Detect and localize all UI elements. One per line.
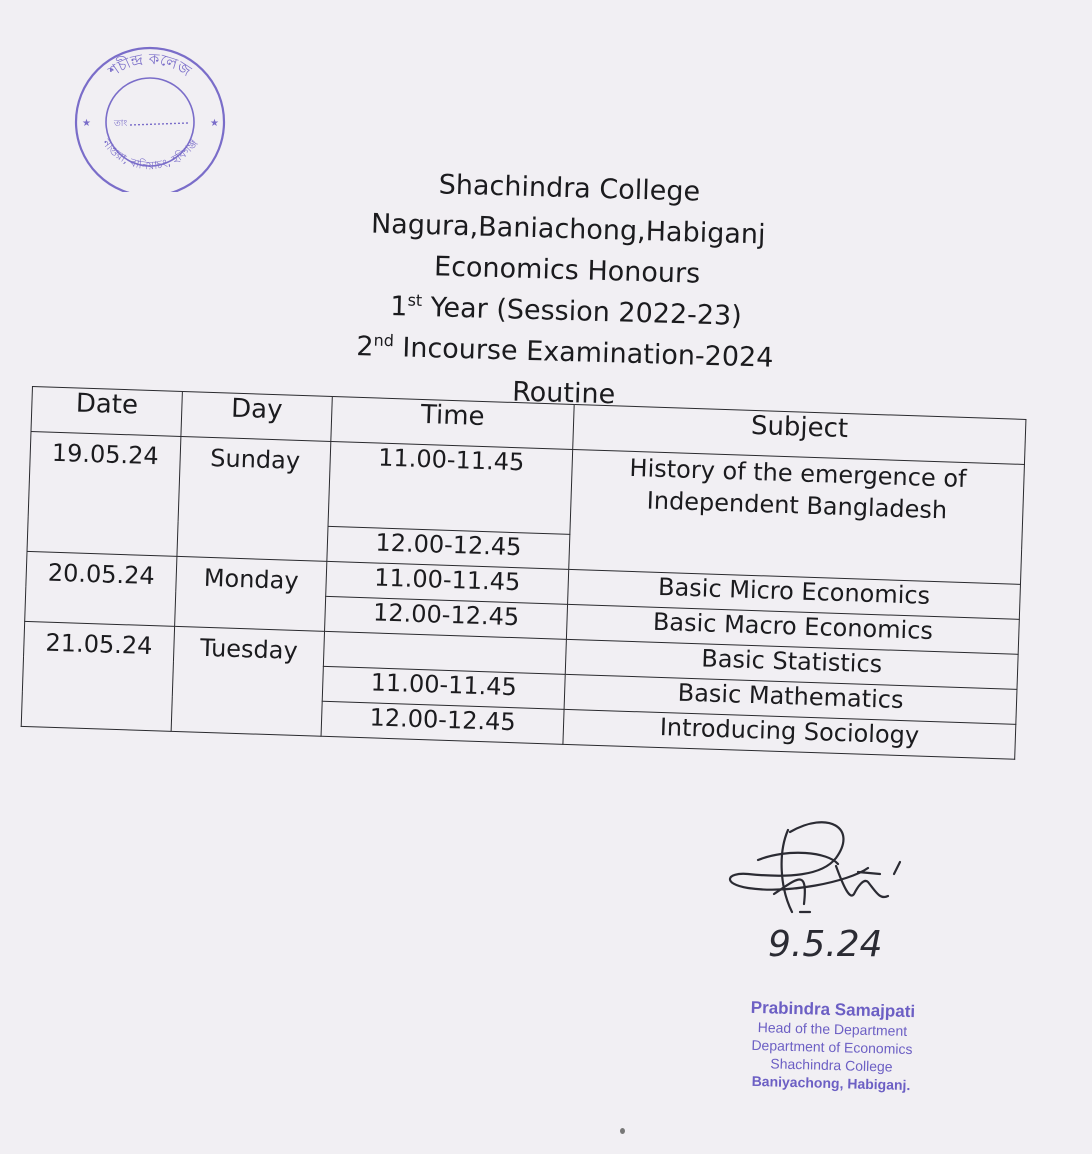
subject-cell: Basic Macro Economics bbox=[566, 604, 1019, 654]
day-cell: Tuesday bbox=[171, 626, 324, 736]
subject-cell: Basic Mathematics bbox=[564, 674, 1017, 724]
signature-graphic bbox=[718, 808, 938, 978]
subject-cell: History of the emergence of Independent Bangladesh bbox=[569, 449, 1025, 584]
subject-cell: Basic Statistics bbox=[565, 639, 1018, 689]
document-header bbox=[323, 161, 810, 420]
time-cell: 11.00-11.45 bbox=[328, 441, 573, 534]
exam-text: Incourse Examination-2024 bbox=[393, 332, 774, 374]
official-stamp bbox=[721, 997, 943, 1095]
year-ordinal: st bbox=[407, 290, 423, 310]
college-name: Shachindra College bbox=[438, 169, 701, 208]
stamp-college: Shachindra College bbox=[770, 1055, 893, 1075]
time-cell: 12.00-12.45 bbox=[325, 596, 568, 639]
date-cell: 20.05.24 bbox=[25, 551, 177, 626]
column-header-date: Date bbox=[31, 387, 182, 437]
routine-table-wrapper bbox=[21, 386, 1026, 760]
year-text: Year (Session 2022-23) bbox=[421, 291, 743, 332]
date-cell: 21.05.24 bbox=[21, 621, 174, 731]
signature-date: 9.5.24 bbox=[768, 924, 883, 965]
exam-number: 2 bbox=[355, 331, 374, 363]
stamp-department: Department of Economics bbox=[751, 1036, 913, 1058]
seal-date-label: তাং bbox=[114, 119, 128, 129]
college-address: Nagura,Baniachong,Habiganj bbox=[370, 208, 766, 251]
date-cell: 19.05.24 bbox=[27, 431, 181, 556]
day-cell: Monday bbox=[175, 556, 327, 631]
stamp-location: Baniyachong, Habiganj. bbox=[751, 1072, 911, 1094]
day-cell: Sunday bbox=[177, 436, 331, 561]
paper-speck bbox=[620, 1128, 625, 1134]
column-header-subject: Subject bbox=[573, 404, 1026, 464]
stamp-name: Prabindra Samajpati bbox=[750, 997, 916, 1022]
routine-label: Routine bbox=[511, 376, 616, 411]
time-cell: 11.00-11.45 bbox=[326, 561, 569, 604]
college-seal bbox=[70, 42, 230, 192]
time-cell: 12.00-12.45 bbox=[321, 701, 564, 744]
routine-table bbox=[21, 386, 1027, 760]
subject-cell: Introducing Sociology bbox=[563, 709, 1016, 759]
seal-star-left-icon: ★ bbox=[82, 118, 91, 129]
stamp-title: Head of the Department bbox=[757, 1019, 908, 1039]
time-cell: 11.00-11.45 bbox=[322, 666, 565, 709]
seal-star-right-icon: ★ bbox=[210, 118, 219, 129]
exam-ordinal: nd bbox=[373, 330, 395, 351]
seal-top-text: শচীন্দ্র কলেজ bbox=[105, 49, 195, 81]
column-header-time: Time bbox=[331, 396, 574, 449]
handwritten-signature bbox=[718, 808, 938, 978]
seal-date-line bbox=[130, 123, 188, 125]
seal-bottom-text: নাগুরা, বানিয়াচং, হবিগঞ্জ bbox=[99, 136, 201, 173]
year-number: 1 bbox=[389, 291, 408, 323]
department-name: Economics Honours bbox=[433, 251, 701, 290]
column-header-day: Day bbox=[181, 391, 332, 441]
seal-graphic bbox=[70, 42, 230, 192]
time-cell: 12.00-12.45 bbox=[327, 526, 570, 569]
subject-cell: Basic Micro Economics bbox=[568, 569, 1021, 619]
